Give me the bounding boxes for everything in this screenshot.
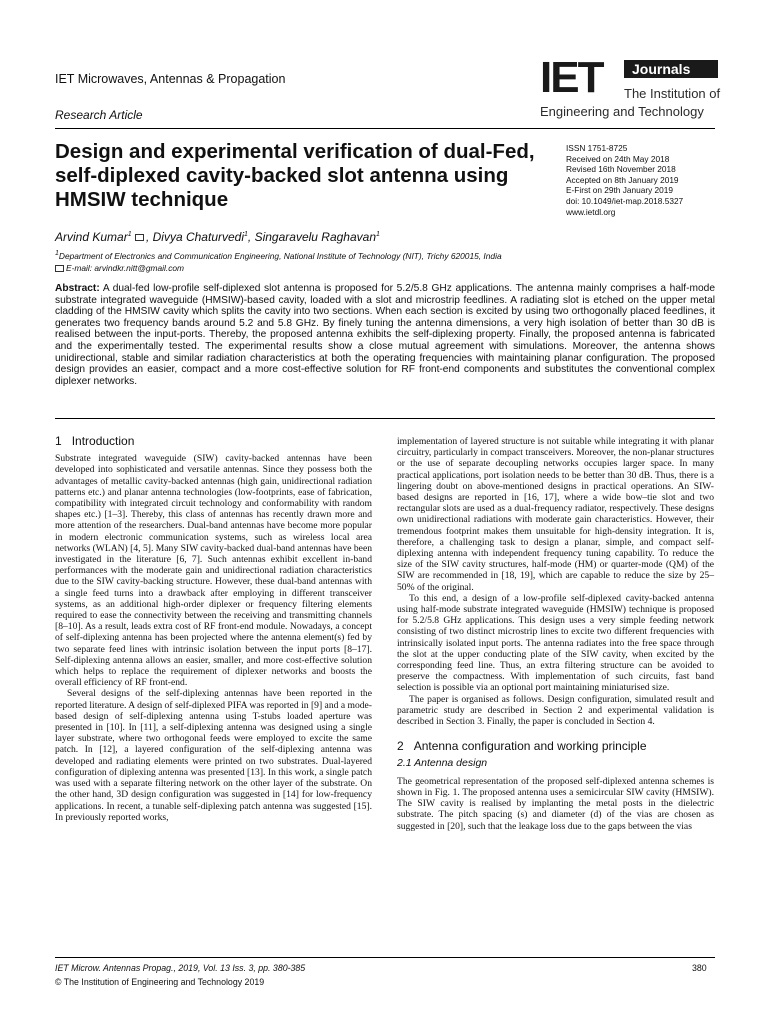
subsection-number: 2.1 — [397, 757, 412, 770]
author-affiliation-mark: 1 — [127, 231, 132, 238]
affiliation — [55, 250, 502, 261]
author-list — [55, 230, 380, 244]
accepted-date: Accepted on 8th January 2019 — [566, 174, 679, 185]
affiliation-mark: 1 — [55, 250, 59, 257]
affiliation-text: Department of Electronics and Communication Engineering, National Institute of Technology (NIT), Trichy 620015, India — [58, 250, 502, 261]
corresponding-email — [55, 263, 184, 273]
paragraph: To this end, a design of a low-profile self-diplexed cavity-backed antenna using half-mode substrate integrated waveguide (HMSIW) technique is proposed for 5.2/5.8 GHz applications. This design uses a very simple feeding network consisting of two distinct microstrip lines to excite two different frequencies with intrinsically isolated input ports. The antenna radiates into the free space through the slot at the upper conducting plate of the SIW cavity, when excited by the corresponding feed line. Thus, an extra filtering structure can be avoided to preserve the compactness. With implementation of such circuits, fast band selection is possible via an optional port maintaining miniaturised size. — [397, 592, 714, 694]
iet-logo — [540, 53, 721, 122]
paper-title: Design and experimental verification of dual-Fed, self-diplexed cavity-backed slot antenna using HMSIW technique — [55, 140, 535, 211]
section-number: 1 — [55, 434, 62, 448]
left-column — [55, 436, 372, 823]
doi[interactable]: doi: 10.1049/iet-map.2018.5327 — [566, 195, 684, 206]
e-first-date: E-First on 29th January 2019 — [566, 185, 673, 196]
author-separator: , — [145, 230, 153, 244]
author-name: Divya Chaturvedi — [152, 230, 244, 244]
section-title: Introduction — [71, 434, 135, 448]
paragraph: implementation of layered structure is not suitable while integrating it with planar circuitry, particularly in compact transceivers. Moreover, the non-planar structures or the use of separate decoupling networks occupies larger space. In many practical applications, port isolation needs to be better than 30 dB. Thus, there is a lingering doubt on above-mentioned designs in practical operations. An SIW-based designs are reported in [16, 17], where a wide bow–tie slot and two rectangular slots are used as a dual-frequency radiator, respectively. These designs own unidirectional radiations with moderate gain characteristics. However, their tremendous footprint makes them unsuitable for high-density integration. It is, therefore, a challenging task to design a planar, simple, and compact self-diplexing antenna with independent frequency tuning capability. To reduce the size of the SIW cavity structures, half-mode (HM) or quarter-mode (QM) of the SIW are recommended in [18, 19], which are capable to reduce the size by 25–50% of the original. — [397, 436, 714, 593]
footer-divider — [55, 957, 715, 958]
article-type: Research Article — [55, 108, 143, 122]
section-title: Antenna configuration and working principle — [413, 739, 647, 754]
footer-citation: IET Microw. Antennas Propag., 2019, Vol. 13 Iss. 3, pp. 380-385 — [55, 963, 306, 973]
logo-letters: IET — [540, 53, 603, 102]
right-column — [397, 436, 714, 832]
logo-institution-line2: Engineering and Technology — [540, 104, 704, 119]
footer-copyright: © The Institution of Engineering and Technology 2019 — [55, 977, 265, 987]
website-link[interactable]: www.ietdl.org — [566, 206, 616, 217]
author-affiliation-mark: 1 — [244, 231, 248, 238]
email-text[interactable]: E-mail: arvindkr.nitt@gmail.com — [66, 263, 185, 273]
logo-institution-line1: The Institution of — [624, 86, 721, 101]
logo-journals-label: Journals — [624, 60, 718, 78]
abstract-label: Abstract: — [55, 283, 100, 294]
paragraph: Several designs of the self-diplexing antennas have been reported in the reported literature. A design of self-diplexed PIFA was reported in [9] and a mode-based design of self-diplexing antenna using T-stubs loaded aperture was presented in [10]. In [11], a self-diplexing antenna was designed using a single layer substrate, where two orthogonal feeds were employed to excite the same patch. In [12], a layered configuration of the self-diplexing antenna was developed and radiating elements were printed on two substrates. Dual-layered configuration of diplexing antenna was presented [13]. In this work, a single patch was used with a separate filtering network on the other layer of the substrate. On the other hand, 3D design configuration was suggested in [14] for low-frequency applications. In recent, a tunable self-diplexing patch antenna was suggested [15]. In previously reported works, — [55, 688, 372, 823]
issn: ISSN 1751-8725 — [566, 143, 628, 153]
author-affiliation-mark: 1 — [376, 231, 380, 238]
section-heading — [397, 741, 714, 752]
header-divider — [55, 128, 715, 129]
author-separator: , — [247, 230, 255, 244]
envelope-icon — [135, 234, 144, 241]
revised-date: Revised 16th November 2018 — [566, 164, 676, 175]
section-number: 2 — [397, 739, 404, 754]
received-date: Received on 24th May 2018 — [566, 153, 670, 164]
paragraph: The paper is organised as follows. Design configuration, simulated result and parametric study are described in Section 2 and experimental validation is described in Section 3. Finally, the paper is concluded in Section 4. — [397, 693, 714, 728]
abstract-text: A dual-fed low-profile self-diplexed slot antenna is proposed for 5.2/5.8 GHz applications. The antenna mainly comprises a half-mode substrate integrated waveguide (HMSIW)-based cavity, loaded with a slot and microstrip feedlines. A radiating slot is etched on the upper metal cladding of the HMSIW cavity which splits the cavity into two sections. When each section is excited by using two orthogonally placed feedlines, it generates two frequency bands around 5.2 and 5.8 GHz. By finely tuning the antenna dimensions, a very high isolation of better than 30 dB is realised between the input-ports. Thereby, the proposed antenna exhibits the self-diplexing property. Finally, the proposed antenna is fabricated and the experimentally tested. The experimental results show a close mutual agreement with simulations. Moreover, the antenna shows unidirectional, stable and similar radiation characteristics at both the operating frequencies with maintaining planar configuration. The proposed design provides an easier, compact and a more cost-effective solution for RF front-end components and substitutes the conventional complex diplexer networks. — [55, 283, 715, 387]
envelope-icon — [55, 265, 64, 272]
article-metadata — [566, 143, 716, 217]
page-number: 380 — [692, 963, 707, 973]
abstract — [55, 283, 715, 387]
paragraph: Substrate integrated waveguide (SIW) cavity-backed antennas have been developed into sophisticated and versatile antennas. Since they possess both the advantages of metallic cavity-backed antennas (high gain, unidirectional radiation patterns etc.) and planar antenna technologies (low-footprints, ease of fabrication, compatibility with integrated circuit technology and conformability with random shapes etc.) [1–3]. Thereby, this class of antennas has recently drawn more and more attention of the researchers. Dual-band antennas have become more popular in modern electronic communication systems, such as wireless local area networks (WLAN) [4, 5]. Many SIW cavity-backed dual-band antennas have been investigated in the literature [6, 7]. Such antennas exhibit excellent in-band performances with the moderate gain and unidirectional radiation characteristics due to the SIW cavity-backing structure. However, these dual-band antennas with a single feed turns into a drawback after employing in different transceiver systems, as an additional high-order diplexer or frequency filtering elements required to ease the connectivity between the receiving and transmitting channels [8–10]. As a result, leads extra cost of RF front-end module. Nowadays, a concept of self-diplexing antenna has been projected where the antenna element(s) fed by two separate feed lines with intrinsic isolation between the input ports [8–17]. Self-diplexing antenna allows an easier, smaller, and more cost-effective solution which helps to replace the requirement of diplexer networks and boosts the overall efficiency of RF front-end. — [55, 453, 372, 689]
journal-name: IET Microwaves, Antennas & Propagation — [55, 72, 286, 86]
subsection-heading — [397, 758, 714, 769]
paragraph: The geometrical representation of the proposed self-diplexed antenna schemes is shown in Fig. 1. The proposed antenna uses a semicircular SIW cavity (HMSIW). The SIW cavity is realised by implanting the metal posts in the dielectric substrate. The pitch spacing (s) and diameter (d) of the vias are chosen as suggested in [20], such that the leakage loss due to the gaps between the vias — [397, 775, 714, 832]
author-name: Singaravelu Raghavan — [254, 230, 376, 244]
abstract-divider — [55, 418, 715, 419]
section-heading — [55, 436, 372, 447]
author-name: Arvind Kumar — [55, 230, 128, 244]
subsection-title: Antenna design — [414, 757, 488, 770]
